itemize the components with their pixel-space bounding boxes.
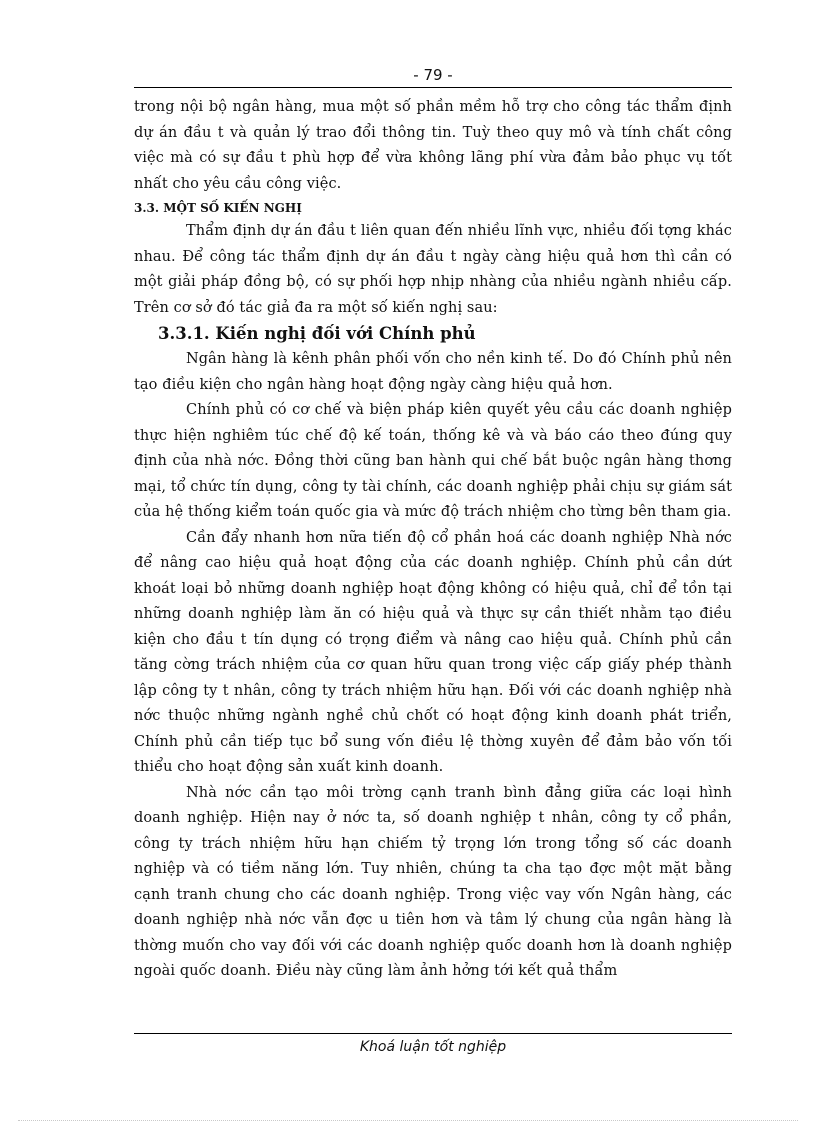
paragraph-4: Chính phủ có cơ chế và biện pháp kiên quyết yêu cầu các doanh nghiệp thực hiện nghiêm túc chế độ kế toán, thống kê và và báo cáo theo đúng quy định của nhà nớc. Đồng thời cũng ban hành qui chế bắt buộc ngân hàng thơng mại, tổ chức tín dụng, công ty tài chính, các doanh nghiệp phải chịu sự giám sát của hệ thống kiểm toán quốc gia và mức độ trách nhiệm cho từng bên tham gia. [134, 402, 732, 520]
subsection-heading: 3.3.1. Kiến nghị đối với Chính phủ [158, 324, 476, 343]
page-bottom-border [18, 1120, 798, 1121]
header-rule [134, 87, 732, 88]
paragraph-3: Ngân hàng là kênh phân phối vốn cho nền kinh tế. Do đó Chính phủ nên tạo điều kiện cho ngân hàng hoạt động ngày càng hiệu quả hơn. [134, 351, 732, 393]
footer-rule [134, 1033, 732, 1034]
page-footer [134, 1033, 732, 1055]
paragraph-1: trong nội bộ ngân hàng, mua một số phần mềm hỗ trợ cho công tác thẩm định dự án đầu t và quản lý trao đổi thông tin. Tuỳ theo quy mô và tính chất công việc mà có sự đầu t phù hợp để vừa không lãng phí vừa đảm bảo phục vụ tốt nhất cho yêu cầu công việc. [134, 99, 732, 192]
paragraph-5: Cần đẩy nhanh hơn nữa tiến độ cổ phần hoá các doanh nghiệp Nhà nớc để nâng cao hiệu quả hoạt động của các doanh nghiệp. Chính phủ cần dứt khoát loại bỏ những doanh nghiệp hoạt động không có hiệu quả, chỉ để tồn tại những doanh nghiệp làm ăn có hiệu quả và thực sự cần thiết nhằm tạo điều kiện cho đầu t tín dụng có trọng điểm và nâng cao hiệu quả. Chính phủ cần tăng cờng trách nhiệm của cơ quan hữu quan trong việc cấp giấy phép thành lập công ty t nhân, công ty trách nhiệm hữu hạn. Đối với các doanh nghiệp nhà nớc thuộc những ngành nghề chủ chốt có hoạt động kinh doanh phát triển, Chính phủ cần tiếp tục bổ sung vốn điều lệ thờng xuyên để đảm bảo vốn tối thiểu cho hoạt động sản xuất kinh doanh. [134, 529, 732, 775]
page-number: - 79 - [413, 66, 453, 84]
section-heading: 3.3. MỘT SỐ KIẾN NGHỊ [134, 201, 302, 215]
paragraph-6: Nhà nớc cần tạo môi trờng cạnh tranh bình đẳng giữa các loại hình doanh nghiệp. Hiện nay ở nớc ta, số doanh nghiệp t nhân, công ty cổ phần, công ty trách nhiệm hữu hạn chiếm tỷ trọng lớn trong tổng số các doanh nghiệp và có tiềm năng lớn. Tuy nhiên, chúng ta cha tạo đợc một mặt bằng cạnh tranh chung cho các doanh nghiệp. Trong việc vay vốn Ngân hàng, các doanh nghiệp nhà nớc vẫn đợc u tiên hơn và tâm lý chung của ngân hàng là thờng muốn cho vay đối với các doanh nghiệp quốc doanh hơn là doanh nghiệp ngoài quốc doanh. Điều này cũng làm ảnh hởng tới kết quả thẩm [134, 784, 732, 979]
footer-label: Khoá luận tốt nghiệp [359, 1039, 507, 1055]
page-content-area [134, 66, 732, 985]
document-body [134, 95, 732, 985]
paragraph-2: Thẩm định dự án đầu t liên quan đến nhiều lĩnh vực, nhiều đối tợng khác nhau. Để công tác thẩm định dự án đầu t ngày càng hiệu quả hơn thì cần có một giải pháp đồng bộ, có sự phối hợp nhịp nhàng của nhiều ngành nhiều cấp. Trên cơ sở đó tác giả đa ra một số kiến nghị sau: [134, 223, 732, 316]
